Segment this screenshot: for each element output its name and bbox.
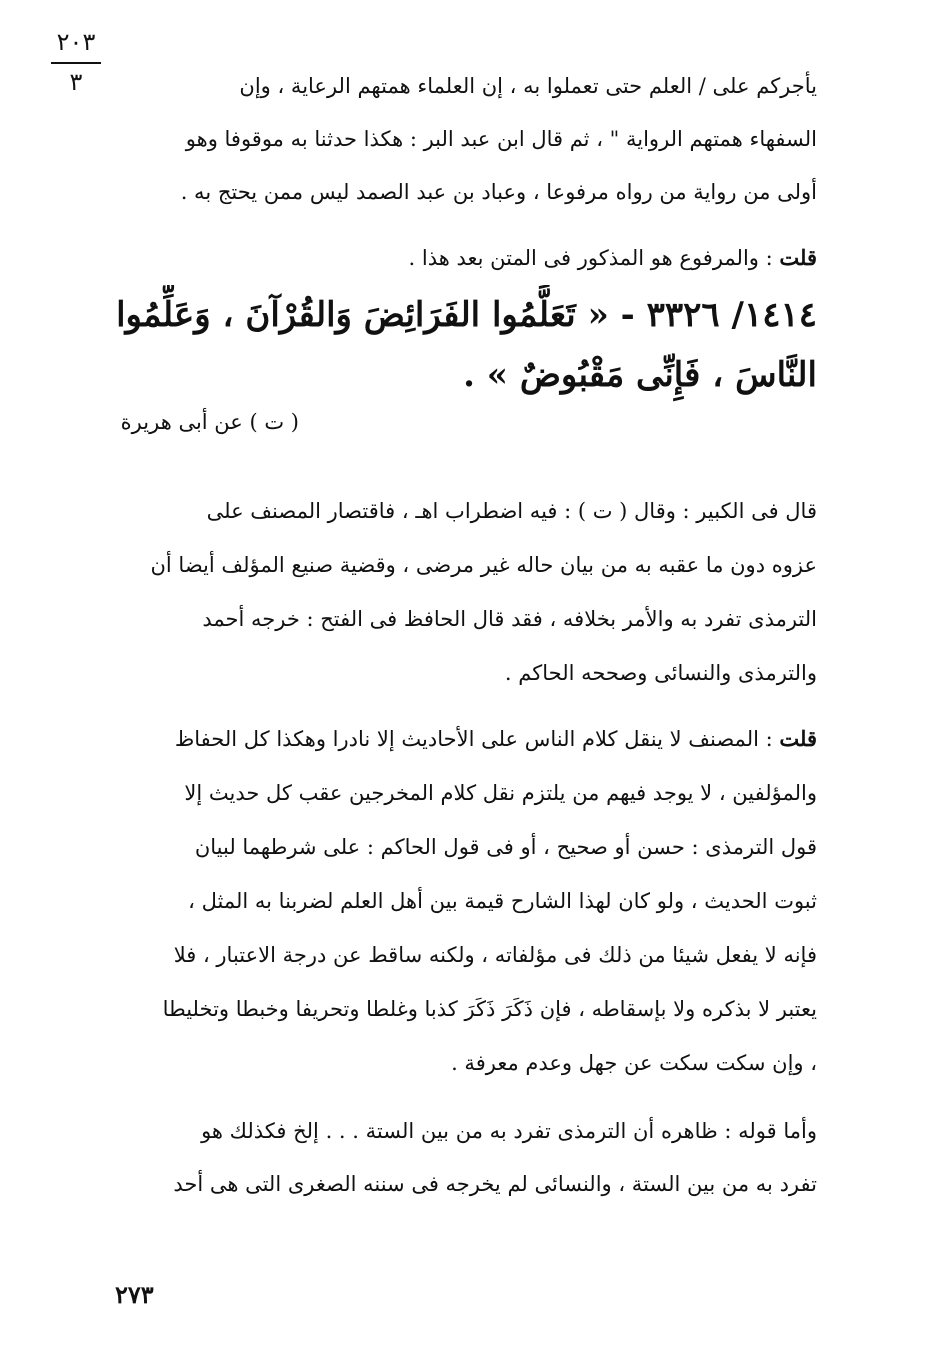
margin-reference-top: ٢٠٣ [56, 28, 96, 56]
text-line: تفرد به من بين الستة ، والنسائى لم يخرجه فى سننه الصغرى التى هى أحد [173, 1172, 817, 1196]
hadith-text [107, 285, 817, 405]
margin-reference-rule [51, 62, 101, 64]
text-line: قال فى الكبير : وقال ( ت ) : فيه اضطراب اهـ ، فاقتصار المصنف على [206, 499, 817, 523]
qult-text: : والمرفوع هو المذكور فى المتن بعد هذا . [408, 246, 773, 270]
text-line: السفهاء همتهم الرواية " ، ثم قال ابن عبد البر : هكذا حدثنا به موقوفا وهو [185, 127, 817, 151]
paragraph-continuation [107, 1105, 817, 1211]
text-line: يعتبر لا بذكره ولا بإسقاطه ، فإن ذَكَرَ ذَكَرَ كذبا وغلطا وتحريفا وخبطا وتخليطا [162, 997, 817, 1021]
page-number: ٢٧٣ [115, 1280, 154, 1309]
text-line: فإنه لا يفعل شيئا من ذلك فى مؤلفاته ، ولكنه ساقط عن درجة الاعتبار ، فلا [173, 943, 817, 967]
qult-first-line: : المصنف لا ينقل كلام الناس على الأحاديث إلا نادرا وهكذا كل الحفاظ [174, 727, 773, 751]
paragraph-commentary-end [107, 60, 817, 219]
paragraph-qult-note [107, 232, 817, 284]
text-line: قول الترمذى : حسن أو صحيح ، أو فى قول الحاكم : على شرطهما لبيان [194, 835, 817, 859]
margin-reference-bottom: ٣ [69, 68, 83, 96]
qult-label: قلت [779, 245, 817, 270]
text-line [107, 232, 817, 284]
paragraph-qult-response [107, 712, 817, 1090]
text-line: الترمذى تفرد به والأمر بخلافه ، فقد قال الحافظ فى الفتح : خرجه أحمد [202, 607, 817, 631]
text-line: ، وإن سكت سكت عن جهل وعدم معرفة . [451, 1051, 817, 1075]
text-line: وأما قوله : ظاهره أن الترمذى تفرد به من بين الستة . . . إلخ فكذلك هو [201, 1119, 817, 1143]
paragraph-commentary [107, 484, 817, 700]
hadith-line: ١٤١٤/ ٣٣٢٦ - « تَعَلَّمُوا الفَرَائِضَ وَالقُرْآنَ ، وَعَلِّمُوا [116, 295, 817, 335]
text-line: والترمذى والنسائى وصححه الحاكم . [504, 661, 817, 685]
text-line: ثبوت الحديث ، ولو كان لهذا الشارح قيمة بين أهل العلم لضربنا به المثل ، [188, 889, 817, 913]
text-line: عزوه دون ما عقبه به من بيان حاله غير مرضى ، وقضية صنيع المؤلف أيضا أن [150, 553, 817, 577]
text-line: أولى من رواية من رواه مرفوعا ، وعباد بن عبد الصمد ليس ممن يحتج به . [180, 180, 817, 204]
text-line: والمؤلفين ، لا يوجد فيهم من يلتزم نقل كلام المخرجين عقب كل حديث إلا [184, 781, 817, 805]
text-line: يأجركم على / العلم حتى تعملوا به ، إن العلماء همتهم الرعاية ، وإن [239, 74, 817, 98]
hadith-source: ( ت ) عن أبى هريرة [120, 410, 299, 434]
margin-reference [46, 30, 106, 94]
text-line [107, 712, 817, 766]
hadith-line: النَّاسَ ، فَإِنِّى مَقْبُوضٌ » . [463, 355, 817, 395]
qult-label: قلت [779, 726, 817, 751]
